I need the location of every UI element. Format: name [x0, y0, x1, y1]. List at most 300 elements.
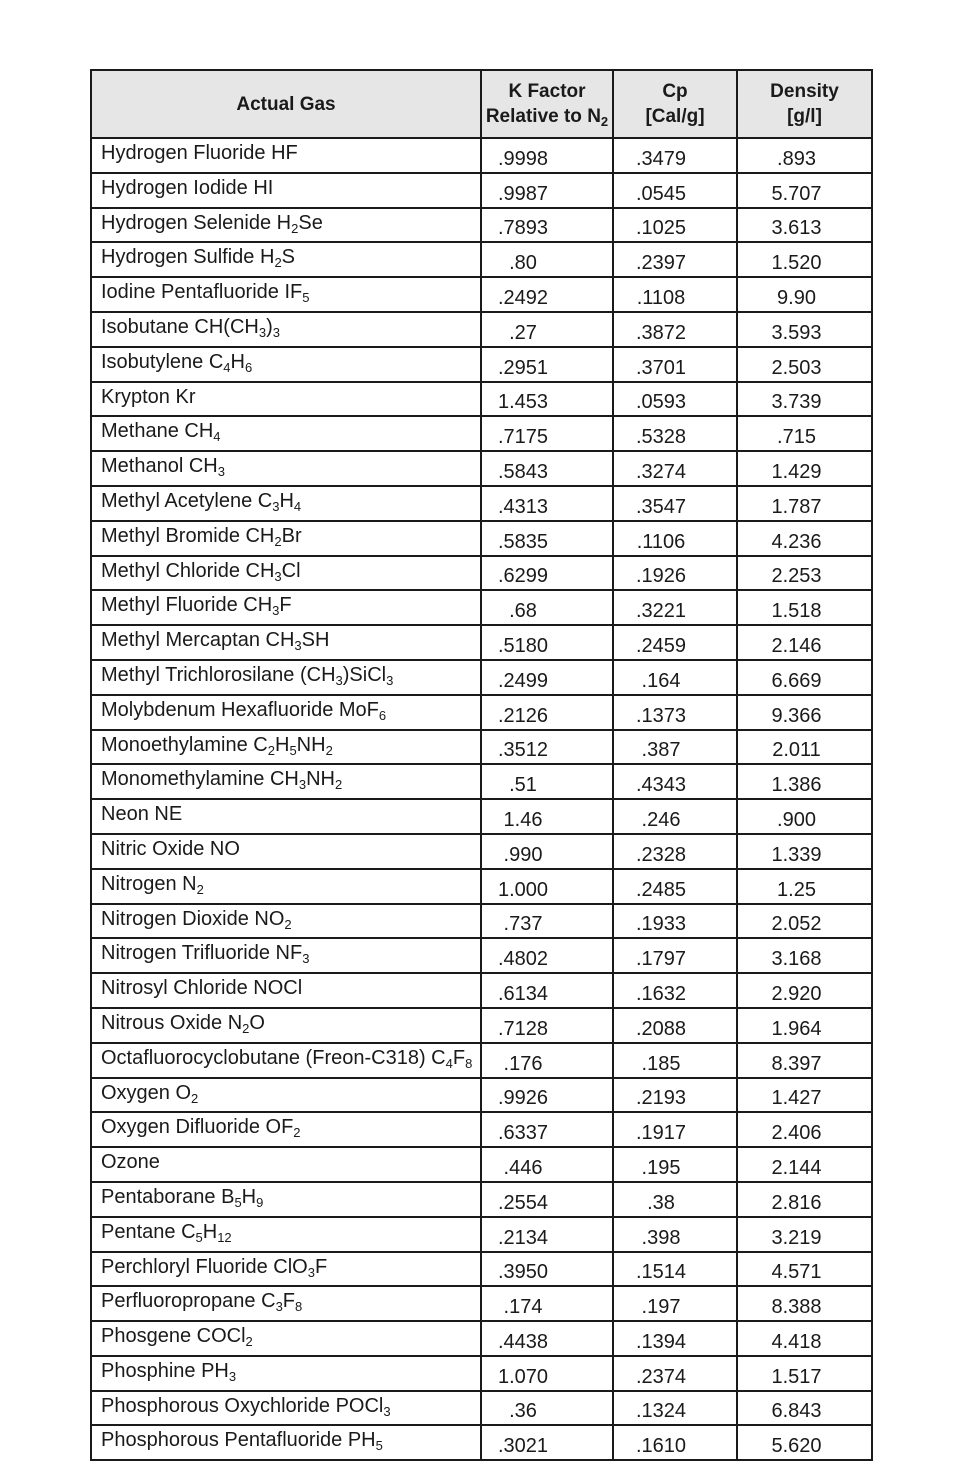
table-row [91, 173, 872, 208]
gas-name-subscript: 3 [217, 464, 225, 480]
table-row [91, 138, 872, 173]
k-factor-cell-value: .2134 [497, 1226, 549, 1249]
gas-name-text: Isobutane CH(CH [101, 315, 259, 338]
k-factor-cell-value: .446 [503, 1156, 543, 1179]
density-cell [737, 695, 872, 730]
gas-name-text: H [274, 733, 290, 756]
gas-name-subscript: 2 [267, 742, 275, 758]
density-cell-value: 2.503 [771, 356, 822, 379]
header-k-factor-line1: K Factor [508, 81, 586, 102]
density-cell [737, 730, 872, 765]
density-cell [737, 347, 872, 382]
density-cell-value: .715 [777, 426, 816, 449]
gas-name-cell [91, 590, 481, 625]
gas-name-subscript: 4 [223, 359, 231, 375]
density-cell-value: .893 [777, 147, 816, 170]
k-factor-cell [481, 208, 613, 243]
cp-cell [613, 556, 737, 591]
k-factor-cell [481, 938, 613, 973]
k-factor-cell-value: .737 [503, 913, 543, 936]
gas-name-cell [91, 173, 481, 208]
density-cell [737, 416, 872, 451]
k-factor-cell-value: .5835 [497, 530, 549, 553]
table-row [91, 312, 872, 347]
header-density-line2: [g/l] [787, 106, 822, 127]
gas-name-text: SH [301, 629, 330, 652]
cp-cell-value: .1108 [636, 286, 686, 309]
density-cell-value: 8.397 [771, 1052, 822, 1075]
table-row [91, 242, 872, 277]
gas-name-text: Nitrous Oxide N [101, 1011, 243, 1034]
gas-name-cell [91, 1008, 481, 1043]
gas-name-cell [91, 1043, 481, 1078]
density-cell [737, 764, 872, 799]
gas-name-text: Br [281, 524, 302, 547]
table-row [91, 1286, 872, 1321]
cp-cell-value: .1610 [635, 1435, 687, 1458]
cp-cell [613, 347, 737, 382]
k-factor-cell-value: .7128 [497, 1017, 549, 1040]
density-cell-value: 6.669 [771, 669, 822, 692]
k-factor-cell-value: 1.070 [497, 1365, 549, 1388]
gas-name-cell [91, 695, 481, 730]
k-factor-cell [481, 695, 613, 730]
cp-cell [613, 1078, 737, 1113]
gas-name-subscript: 3 [307, 1264, 315, 1280]
density-cell [737, 1043, 872, 1078]
k-factor-cell [481, 1182, 613, 1217]
density-cell-value: 9.90 [777, 286, 816, 309]
k-factor-cell-value: .7175 [497, 426, 549, 449]
gas-name-cell [91, 938, 481, 973]
table-row [91, 904, 872, 939]
cp-cell [613, 416, 737, 451]
header-cp-line1: Cp [662, 81, 688, 102]
density-cell-value: 2.406 [771, 1122, 822, 1145]
cp-cell [613, 382, 737, 417]
cp-cell-value: .0545 [635, 182, 687, 205]
gas-name-subscript: 5 [234, 1194, 242, 1210]
cp-cell-value: .1324 [635, 1400, 687, 1423]
header-row [91, 70, 872, 138]
density-cell [737, 208, 872, 243]
gas-name-cell [91, 416, 481, 451]
table-row [91, 625, 872, 660]
density-cell-value: 1.339 [771, 843, 822, 866]
gas-name-cell [91, 1391, 481, 1426]
cp-cell-value: .3479 [635, 147, 687, 170]
table-row [91, 590, 872, 625]
density-cell-value: 3.593 [771, 321, 822, 344]
density-cell [737, 1286, 872, 1321]
k-factor-cell [481, 799, 613, 834]
k-factor-cell [481, 1147, 613, 1182]
table-row [91, 208, 872, 243]
gas-name-subscript: 2 [242, 1020, 250, 1036]
gas-name-subscript: 2 [293, 1125, 301, 1141]
cp-cell [613, 730, 737, 765]
cp-cell-value: .1917 [635, 1122, 687, 1145]
gas-name-text: Monomethylamine CH [101, 768, 299, 791]
cp-cell [613, 277, 737, 312]
density-cell [737, 1391, 872, 1426]
table-row [91, 764, 872, 799]
gas-name-text: Hydrogen Fluoride HF [101, 142, 298, 164]
gas-name-text: Isobutylene C [101, 350, 224, 373]
table-row [91, 1008, 872, 1043]
gas-name-subscript: 3 [272, 324, 280, 340]
cp-cell-value: .398 [641, 1226, 681, 1249]
density-cell [737, 1078, 872, 1113]
k-factor-cell [481, 904, 613, 939]
gas-name-text: Nitrogen Trifluoride NF [101, 942, 303, 965]
cp-cell [613, 1182, 737, 1217]
k-factor-cell [481, 556, 613, 591]
density-cell [737, 660, 872, 695]
gas-name-cell [91, 834, 481, 869]
gas-name-text: F [452, 1046, 466, 1069]
gas-name-text: Phosgene COCl [101, 1325, 246, 1348]
gas-name-text: Hydrogen Sulfide H [101, 246, 275, 269]
density-cell [737, 625, 872, 660]
gas-name-text: Nitrogen N [101, 872, 197, 895]
header-cp-line2: [Cal/g] [645, 106, 705, 127]
gas-name-text: ) [266, 315, 273, 338]
density-cell-value: 2.146 [771, 634, 822, 657]
header-actual-gas: Actual Gas [91, 70, 481, 138]
gas-name-subscript: 6 [244, 359, 253, 375]
density-cell-value: 1.386 [771, 774, 822, 797]
cp-cell-value: .1106 [636, 530, 686, 553]
table-row [91, 1112, 872, 1147]
density-cell-value: 2.052 [771, 913, 822, 936]
table-row [91, 1182, 872, 1217]
density-cell [737, 1182, 872, 1217]
table-row [91, 1147, 872, 1182]
gas-name-text: Nitrosyl Chloride NOCl [101, 977, 303, 1000]
density-cell-value: 2.253 [771, 565, 822, 588]
gas-name-cell [91, 973, 481, 1008]
gas-name-text: Phosphine PH [101, 1359, 229, 1382]
gas-name-cell [91, 1112, 481, 1147]
cp-cell-value: .2374 [635, 1365, 687, 1388]
k-factor-cell [481, 973, 613, 1008]
density-cell [737, 904, 872, 939]
k-factor-cell-value: .9926 [497, 1087, 549, 1110]
density-cell [737, 1217, 872, 1252]
gas-name-cell [91, 451, 481, 486]
gas-name-text: H [230, 350, 245, 373]
gas-name-text: Krypton Kr [101, 385, 196, 408]
gas-name-text: Octafluorocyclobutane (Freon-C318) C [101, 1046, 446, 1069]
k-factor-cell-value: .5843 [497, 460, 549, 483]
density-cell-value: 1.517 [771, 1365, 822, 1388]
gas-name-cell [91, 1078, 481, 1113]
density-cell-value: 4.236 [771, 530, 822, 553]
cp-cell [613, 138, 737, 173]
gas-name-text: )SiCl [342, 663, 387, 686]
table-row [91, 1356, 872, 1391]
gas-name-subscript: 3 [298, 777, 307, 793]
gas-name-subscript: 5 [375, 1438, 383, 1454]
gas-name-subscript: 5 [302, 290, 310, 306]
gas-name-cell [91, 277, 481, 312]
k-factor-cell-value: .68 [509, 600, 537, 623]
gas-name-cell [91, 347, 481, 382]
gas-name-subscript: 3 [386, 672, 394, 688]
k-factor-cell-value: .3512 [497, 739, 549, 762]
cp-cell-value: .5328 [635, 426, 687, 449]
density-cell [737, 1321, 872, 1356]
gas-name-text: Hydrogen Iodide HI [101, 176, 274, 199]
density-cell-value: 1.429 [771, 460, 822, 483]
cp-cell [613, 1147, 737, 1182]
header-k-factor-line2: Relative to $N_2$ [485, 106, 609, 129]
k-factor-cell [481, 451, 613, 486]
density-cell-value: 5.707 [771, 182, 822, 205]
table-row [91, 1043, 872, 1078]
density-cell-value: 1.520 [771, 252, 822, 275]
gas-name-subscript: 2 [284, 916, 292, 932]
cp-cell-value: .246 [641, 808, 681, 831]
table-row [91, 1425, 872, 1460]
density-cell [737, 834, 872, 869]
k-factor-cell-value: .174 [503, 1296, 543, 1319]
k-factor-cell [481, 869, 613, 904]
gas-name-cell [91, 138, 481, 173]
gas-name-cell [91, 1425, 481, 1460]
k-factor-cell [481, 521, 613, 556]
gas-name-subscript: 5 [195, 1229, 203, 1245]
k-factor-cell [481, 764, 613, 799]
table-row [91, 382, 872, 417]
gas-name-cell [91, 312, 481, 347]
gas-name-subscript: 3 [302, 951, 310, 967]
gas-name-subscript: 2 [291, 220, 299, 236]
cp-cell [613, 1112, 737, 1147]
cp-cell-value: .2459 [635, 634, 687, 657]
gas-name-subscript: 9 [256, 1194, 264, 1210]
cp-cell [613, 521, 737, 556]
gas-name-text: Nitrogen Dioxide NO [101, 907, 285, 930]
table-row [91, 556, 872, 591]
density-cell [737, 138, 872, 173]
cp-cell-value: .2485 [635, 878, 687, 901]
k-factor-cell-value: .5180 [497, 634, 549, 657]
table-row [91, 277, 872, 312]
cp-cell-value: .1933 [635, 913, 687, 936]
density-cell-value: 1.427 [771, 1087, 822, 1110]
gas-name-text: Methane CH [101, 420, 214, 443]
gas-name-text: Methyl Fluoride CH [101, 594, 273, 617]
cp-cell [613, 242, 737, 277]
table-row [91, 695, 872, 730]
gas-name-cell [91, 730, 481, 765]
k-factor-cell-value: .2554 [497, 1191, 549, 1214]
density-cell [737, 521, 872, 556]
gas-name-subscript: 2 [196, 881, 204, 897]
gas-name-subscript: 12 [217, 1229, 232, 1245]
k-factor-cell-value: .2126 [497, 704, 549, 727]
cp-cell-value: .0593 [635, 391, 687, 414]
gas-name-cell [91, 1356, 481, 1391]
k-factor-cell [481, 1391, 613, 1426]
cp-cell [613, 1286, 737, 1321]
density-cell-value: 3.613 [771, 217, 822, 240]
table-row [91, 1217, 872, 1252]
cp-cell-value: .38 [647, 1191, 675, 1214]
k-factor-cell-value: .176 [503, 1052, 543, 1075]
table-row [91, 869, 872, 904]
gas-name-text: S [281, 246, 296, 269]
density-cell-value: 3.739 [771, 391, 822, 414]
density-cell [737, 938, 872, 973]
cp-cell [613, 904, 737, 939]
gas-name-text: Pentaborane B [101, 1185, 235, 1208]
k-factor-cell [481, 730, 613, 765]
gas-name-cell [91, 1147, 481, 1182]
k-factor-cell [481, 834, 613, 869]
k-factor-cell-value: .6299 [497, 565, 549, 588]
gas-name-cell [91, 486, 481, 521]
density-cell-value: 2.920 [771, 982, 822, 1005]
density-cell [737, 1147, 872, 1182]
gas-name-cell [91, 242, 481, 277]
k-factor-cell-value: .3021 [497, 1435, 549, 1458]
gas-name-text: NH [306, 768, 335, 791]
density-cell [737, 382, 872, 417]
gas-name-subscript: 3 [272, 498, 280, 514]
k-factor-cell [481, 173, 613, 208]
gas-name-text: F [279, 594, 292, 617]
cp-cell [613, 660, 737, 695]
k-factor-cell-value: .990 [503, 843, 543, 866]
gas-name-subscript: 6 [378, 707, 387, 723]
cp-cell-value: .1373 [635, 704, 687, 727]
cp-cell-value: .1926 [635, 565, 687, 588]
density-cell [737, 486, 872, 521]
gas-name-text: Monoethylamine C [101, 733, 268, 756]
gas-name-subscript: 2 [274, 533, 282, 549]
gas-name-subscript: 2 [334, 777, 343, 793]
k-factor-cell [481, 590, 613, 625]
cp-cell-value: .185 [641, 1052, 681, 1075]
table-row [91, 938, 872, 973]
density-cell-value: 4.571 [771, 1261, 822, 1284]
table-header [91, 70, 872, 138]
density-cell [737, 799, 872, 834]
table-row [91, 1321, 872, 1356]
table-row [91, 834, 872, 869]
cp-cell-value: .1632 [635, 982, 687, 1005]
density-cell [737, 173, 872, 208]
k-factor-cell [481, 277, 613, 312]
gas-name-cell [91, 208, 481, 243]
gas-name-subscript: 3 [294, 638, 302, 654]
cp-cell-value: .164 [641, 669, 681, 692]
gas-name-cell [91, 1182, 481, 1217]
density-cell-value: .900 [777, 808, 816, 831]
gas-name-subscript: 2 [191, 1090, 199, 1106]
density-cell-value: 2.144 [771, 1156, 822, 1179]
k-factor-cell [481, 486, 613, 521]
gas-name-cell [91, 904, 481, 939]
cp-cell-value: .1025 [635, 217, 687, 240]
cp-cell-value: .2193 [635, 1087, 687, 1110]
gas-name-cell [91, 625, 481, 660]
gas-name-subscript: 4 [293, 498, 302, 514]
density-cell-value: 1.25 [777, 878, 816, 901]
gas-name-text: O [249, 1011, 265, 1034]
table-row [91, 730, 872, 765]
k-factor-cell [481, 416, 613, 451]
gas-name-text: Neon NE [101, 803, 183, 826]
k-factor-cell [481, 242, 613, 277]
k-factor-cell-value: .36 [509, 1400, 537, 1423]
density-cell [737, 590, 872, 625]
cp-cell-value: .1394 [635, 1330, 687, 1353]
density-cell [737, 1112, 872, 1147]
density-cell-value: 3.168 [771, 948, 822, 971]
density-cell-value: 6.843 [771, 1400, 822, 1423]
k-factor-cell [481, 1217, 613, 1252]
gas-name-cell [91, 521, 481, 556]
gas-name-text: Perfluoropropane C [101, 1290, 276, 1313]
density-cell-value: 2.011 [772, 739, 821, 762]
gas-name-subscript: 5 [289, 742, 297, 758]
density-cell-value: 3.219 [771, 1226, 822, 1249]
k-factor-cell-value: .6337 [497, 1122, 549, 1145]
k-factor-cell [481, 138, 613, 173]
k-factor-cell [481, 660, 613, 695]
table-row [91, 1078, 872, 1113]
density-cell [737, 1356, 872, 1391]
cp-cell [613, 625, 737, 660]
cp-cell-value: .2397 [635, 252, 687, 275]
k-factor-cell-value: .27 [509, 321, 537, 344]
k-factor-cell [481, 382, 613, 417]
k-factor-cell-value: .9987 [497, 182, 549, 205]
cp-cell-value: .2328 [635, 843, 687, 866]
cp-cell-value: .3221 [635, 600, 687, 623]
gas-name-subscript: 2 [325, 742, 333, 758]
gas-name-text: Phosphorous Oxychloride POCl [101, 1394, 384, 1417]
gas-name-subscript: 4 [445, 1055, 453, 1071]
density-cell [737, 973, 872, 1008]
density-cell-value: 2.816 [771, 1191, 822, 1214]
cp-cell [613, 1252, 737, 1287]
k-factor-cell [481, 347, 613, 382]
k-factor-cell [481, 1008, 613, 1043]
gas-name-text: Molybdenum Hexafluoride MoF [101, 698, 379, 721]
gas-name-text: H [202, 1220, 218, 1243]
density-cell [737, 1252, 872, 1287]
gas-name-subscript: 3 [274, 568, 282, 584]
gas-name-subscript: 4 [213, 429, 221, 445]
k-factor-cell [481, 1356, 613, 1391]
cp-cell [613, 938, 737, 973]
gas-name-cell [91, 799, 481, 834]
cp-cell-value: .3701 [635, 356, 687, 379]
k-factor-cell [481, 1112, 613, 1147]
table-row [91, 973, 872, 1008]
density-cell-value: 9.366 [771, 704, 822, 727]
table-row [91, 486, 872, 521]
k-factor-cell-value: .2951 [497, 356, 549, 379]
gas-name-text: Cl [281, 559, 301, 582]
gas-properties-table [90, 69, 873, 1461]
gas-name-text: H [241, 1185, 257, 1208]
